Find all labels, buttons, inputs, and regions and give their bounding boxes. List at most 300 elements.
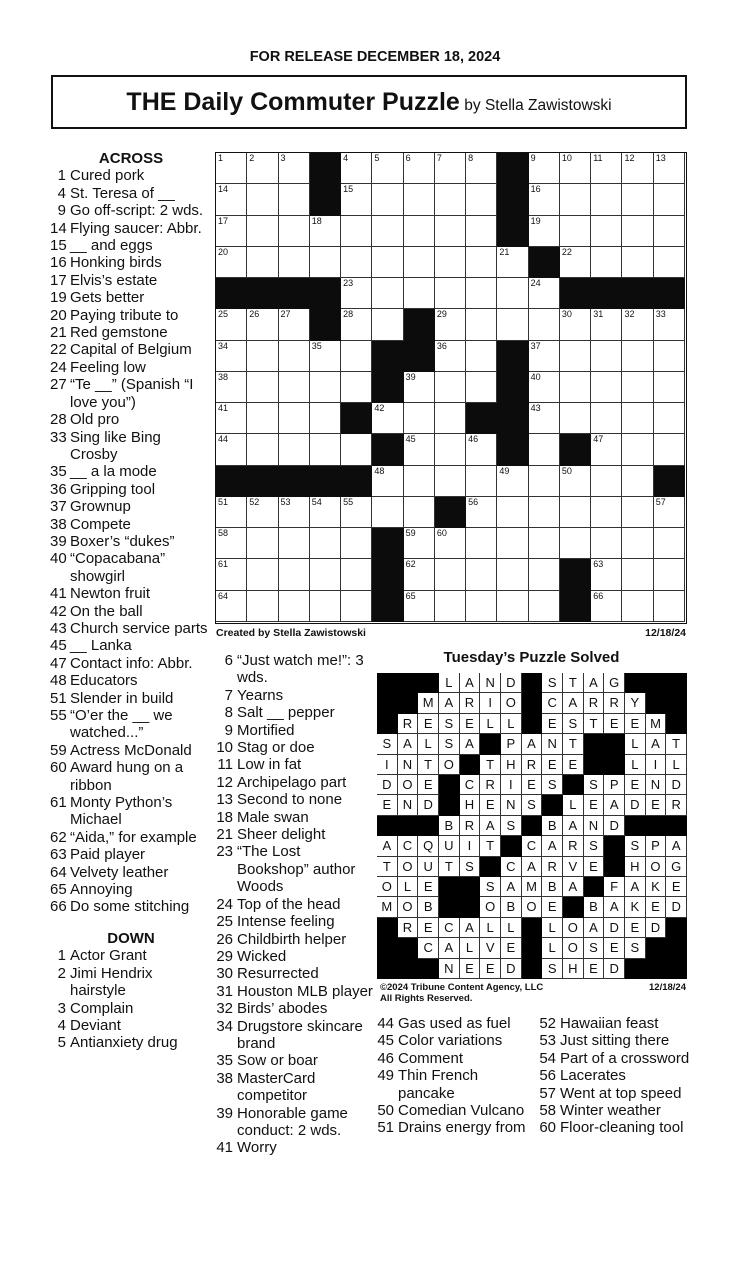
- clue: [50, 742, 212, 759]
- grid-cell[interactable]: [310, 559, 341, 590]
- grid-cell[interactable]: [560, 184, 591, 215]
- cell-number: 44: [218, 434, 229, 445]
- clue-number: 3: [57, 999, 66, 1017]
- grid-cell[interactable]: [529, 434, 560, 465]
- grid-cell[interactable]: [341, 528, 372, 559]
- grid-cell[interactable]: [654, 184, 685, 215]
- grid-cell[interactable]: [372, 278, 403, 309]
- grid-cell[interactable]: [404, 153, 435, 184]
- grid-cell[interactable]: [529, 153, 560, 184]
- grid-cell[interactable]: [279, 372, 310, 403]
- clue-text: “Copacabana” showgirl: [70, 550, 166, 585]
- grid-cell[interactable]: [466, 591, 497, 622]
- solution-letter: S: [480, 877, 501, 897]
- grid-cell[interactable]: [654, 591, 685, 622]
- cell-number: 42: [374, 403, 385, 414]
- grid-cell[interactable]: [591, 497, 622, 528]
- grid-cell[interactable]: [435, 341, 466, 372]
- grid-cell[interactable]: [279, 153, 310, 184]
- clue-number: 42: [50, 602, 67, 620]
- grid-cell[interactable]: [404, 434, 435, 465]
- grid-cell[interactable]: [466, 497, 497, 528]
- grid-cell[interactable]: [654, 372, 685, 403]
- clue-text: Birds’ abodes: [237, 1000, 328, 1018]
- grid-cell[interactable]: [247, 309, 278, 340]
- grid-cell[interactable]: [529, 216, 560, 247]
- grid-cell[interactable]: [529, 372, 560, 403]
- grid-cell[interactable]: [591, 528, 622, 559]
- grid-cell[interactable]: [279, 528, 310, 559]
- clue: [376, 1067, 536, 1102]
- black-square: [247, 466, 278, 497]
- solution-letter: E: [563, 755, 584, 775]
- grid-cell[interactable]: [279, 403, 310, 434]
- grid-cell[interactable]: [216, 341, 247, 372]
- grid-cell[interactable]: [654, 309, 685, 340]
- clue-number: 17: [50, 271, 67, 289]
- clue-number: 29: [216, 947, 233, 965]
- clue-number: 24: [50, 358, 67, 376]
- grid-cell[interactable]: [654, 341, 685, 372]
- grid-cell[interactable]: [560, 341, 591, 372]
- grid-cell[interactable]: [622, 341, 653, 372]
- grid-cell[interactable]: [341, 309, 372, 340]
- grid-cell[interactable]: [654, 247, 685, 278]
- grid-cell[interactable]: [341, 434, 372, 465]
- clue-text: Drugstore skincare brand: [237, 1017, 363, 1052]
- grid-cell[interactable]: [466, 278, 497, 309]
- grid-cell[interactable]: [654, 403, 685, 434]
- grid-cell[interactable]: [591, 434, 622, 465]
- grid-cell[interactable]: [216, 372, 247, 403]
- grid-cell[interactable]: [497, 528, 528, 559]
- clue-text: Houston MLB player: [237, 982, 373, 1000]
- cell-number: 1: [218, 153, 224, 163]
- grid-cell[interactable]: [529, 466, 560, 497]
- grid-cell[interactable]: [466, 434, 497, 465]
- grid-cell[interactable]: [216, 184, 247, 215]
- clue-text: MasterCard competitor: [237, 1069, 316, 1105]
- grid-cell[interactable]: [466, 372, 497, 403]
- black-square: [310, 466, 341, 497]
- grid-cell[interactable]: [497, 591, 528, 622]
- grid-cell[interactable]: [247, 184, 278, 215]
- grid-cell[interactable]: [560, 216, 591, 247]
- solution-letter: I: [377, 755, 398, 775]
- black-square: [310, 309, 341, 340]
- clue: [50, 237, 212, 254]
- grid-cell[interactable]: [435, 528, 466, 559]
- grid-cell[interactable]: [216, 497, 247, 528]
- grid-cell[interactable]: [404, 216, 435, 247]
- grid-cell[interactable]: [435, 466, 466, 497]
- grid-cell[interactable]: [654, 497, 685, 528]
- clue: [213, 826, 373, 843]
- grid-cell[interactable]: [466, 184, 497, 215]
- clue: [50, 655, 212, 672]
- grid-cell[interactable]: [591, 372, 622, 403]
- solution-letter: S: [460, 857, 481, 877]
- grid-cell[interactable]: [279, 309, 310, 340]
- grid-cell[interactable]: [529, 184, 560, 215]
- grid-cell[interactable]: [529, 309, 560, 340]
- grid-cell[interactable]: [497, 497, 528, 528]
- solution-letter: P: [604, 775, 625, 795]
- solution-letter: E: [646, 897, 667, 917]
- grid-cell[interactable]: [310, 216, 341, 247]
- grid-cell[interactable]: [310, 341, 341, 372]
- clue: [50, 672, 212, 689]
- grid-cell[interactable]: [247, 559, 278, 590]
- clue: [50, 1017, 212, 1034]
- clue-number: 40: [50, 550, 67, 568]
- clue-text: Boxer’s “dukes”: [70, 532, 175, 550]
- grid-cell[interactable]: [341, 216, 372, 247]
- grid-cell[interactable]: [341, 184, 372, 215]
- clue: [50, 965, 212, 1000]
- grid-cell[interactable]: [435, 153, 466, 184]
- black-square: [372, 591, 403, 622]
- grid-cell[interactable]: [622, 434, 653, 465]
- grid-cell[interactable]: [404, 591, 435, 622]
- grid-cell[interactable]: [372, 216, 403, 247]
- grid-cell[interactable]: [560, 403, 591, 434]
- solution-letter: E: [480, 795, 501, 815]
- solution-letter: B: [501, 897, 522, 917]
- grid-cell[interactable]: [216, 403, 247, 434]
- clue-text: Cured pork: [70, 167, 145, 185]
- grid-cell[interactable]: [497, 278, 528, 309]
- grid-cell[interactable]: [497, 559, 528, 590]
- grid-cell[interactable]: [497, 309, 528, 340]
- grid-cell[interactable]: [404, 403, 435, 434]
- grid-cell[interactable]: [654, 528, 685, 559]
- grid-cell[interactable]: [591, 247, 622, 278]
- clue-number: 50: [377, 1102, 394, 1120]
- clue-number: 36: [50, 480, 67, 498]
- clue-text: Red gemstone: [70, 324, 168, 342]
- solution-letter: B: [542, 877, 563, 897]
- cell-number: 21: [499, 246, 510, 257]
- grid-cell[interactable]: [466, 309, 497, 340]
- grid-cell[interactable]: [372, 247, 403, 278]
- clue: [50, 376, 212, 411]
- grid-cell[interactable]: [216, 434, 247, 465]
- grid-cell[interactable]: [560, 309, 591, 340]
- grid-cell[interactable]: [247, 591, 278, 622]
- clue: [538, 1067, 693, 1084]
- grid-cell[interactable]: [216, 591, 247, 622]
- grid-cell[interactable]: [247, 247, 278, 278]
- grid-cell[interactable]: [341, 497, 372, 528]
- grid-cell[interactable]: [654, 434, 685, 465]
- grid-cell[interactable]: [372, 153, 403, 184]
- grid-cell[interactable]: [466, 153, 497, 184]
- grid-cell[interactable]: [466, 247, 497, 278]
- clue-text: “Te __” (Spanish “I love you”): [70, 376, 194, 411]
- grid-cell[interactable]: [310, 403, 341, 434]
- grid-cell[interactable]: [560, 153, 591, 184]
- grid-cell[interactable]: [216, 559, 247, 590]
- grid-cell[interactable]: [466, 559, 497, 590]
- solution-letter: R: [398, 918, 419, 938]
- solution-letter: E: [542, 755, 563, 775]
- clue-number: 60: [539, 1119, 556, 1137]
- grid-cell[interactable]: [622, 591, 653, 622]
- solution-letter: E: [377, 795, 398, 815]
- grid-cell[interactable]: [529, 497, 560, 528]
- clue-text: Elvis’s estate: [70, 271, 158, 289]
- grid-cell[interactable]: [247, 403, 278, 434]
- grid-cell[interactable]: [404, 466, 435, 497]
- grid-cell[interactable]: [529, 528, 560, 559]
- grid-cell[interactable]: [372, 184, 403, 215]
- clue: [213, 704, 373, 721]
- clue-number: 24: [216, 895, 233, 913]
- clue-number: 55: [50, 707, 67, 724]
- clue-number: 51: [377, 1119, 394, 1137]
- grid-cell[interactable]: [622, 153, 653, 184]
- black-square: [654, 466, 685, 497]
- grid-cell[interactable]: [622, 309, 653, 340]
- solution-letter: O: [398, 897, 419, 917]
- grid-cell[interactable]: [654, 559, 685, 590]
- grid-cell[interactable]: [341, 372, 372, 403]
- grid-cell[interactable]: [279, 591, 310, 622]
- grid-cell[interactable]: [466, 341, 497, 372]
- clue-number: 44: [377, 1015, 394, 1032]
- grid-cell[interactable]: [279, 434, 310, 465]
- clue: [213, 896, 373, 913]
- solution-letter: G: [604, 673, 625, 693]
- grid-cell[interactable]: [247, 341, 278, 372]
- grid-cell[interactable]: [310, 528, 341, 559]
- grid-cell[interactable]: [341, 591, 372, 622]
- grid-cell[interactable]: [591, 591, 622, 622]
- grid-cell[interactable]: [372, 403, 403, 434]
- grid-cell[interactable]: [622, 372, 653, 403]
- grid-cell[interactable]: [372, 497, 403, 528]
- grid-cell[interactable]: [622, 247, 653, 278]
- grid-cell[interactable]: [560, 528, 591, 559]
- grid-cell[interactable]: [529, 403, 560, 434]
- solution-letter: C: [522, 836, 543, 856]
- clue: [213, 1139, 373, 1156]
- grid-cell[interactable]: [341, 341, 372, 372]
- clue-text: Male swan: [237, 808, 309, 826]
- grid-cell[interactable]: [372, 309, 403, 340]
- solution-letter: O: [377, 877, 398, 897]
- clue-text: Worry: [237, 1139, 277, 1157]
- grid-cell[interactable]: [591, 309, 622, 340]
- grid-cell[interactable]: [591, 466, 622, 497]
- grid-cell[interactable]: [560, 497, 591, 528]
- cell-number: 9: [530, 153, 536, 163]
- clue-number: 13: [216, 791, 233, 809]
- grid-cell[interactable]: [247, 528, 278, 559]
- solution-letter: A: [501, 877, 522, 897]
- clue-number: 30: [216, 965, 233, 983]
- grid-cell[interactable]: [622, 184, 653, 215]
- grid-cell[interactable]: [622, 497, 653, 528]
- cell-number: 57: [655, 496, 666, 507]
- clue-number: 33: [50, 428, 67, 446]
- clue: [213, 1000, 373, 1017]
- clue-text: Monty Python’s Michael: [70, 794, 173, 829]
- clue-text: Stag or doe: [237, 739, 315, 757]
- grid-cell[interactable]: [591, 559, 622, 590]
- grid-cell[interactable]: [310, 372, 341, 403]
- solution-letter: S: [625, 836, 646, 856]
- grid-cell[interactable]: [404, 559, 435, 590]
- grid-cell[interactable]: [279, 497, 310, 528]
- grid-cell[interactable]: [529, 559, 560, 590]
- solution-letter: I: [460, 836, 481, 856]
- grid-cell[interactable]: [247, 497, 278, 528]
- clue-text: Actress McDonald: [70, 741, 192, 759]
- grid-cell[interactable]: [404, 497, 435, 528]
- clue-number: 37: [50, 498, 67, 516]
- clue-number: 57: [539, 1084, 556, 1102]
- clue-number: 52: [539, 1015, 556, 1032]
- grid-cell[interactable]: [247, 372, 278, 403]
- solution-letter: E: [480, 959, 501, 979]
- clue-number: 16: [50, 254, 67, 272]
- grid-cell[interactable]: [404, 184, 435, 215]
- black-square: [560, 278, 591, 309]
- clue-text: Second to none: [237, 791, 343, 809]
- clue-number: 41: [50, 585, 67, 603]
- grid-cell[interactable]: [310, 434, 341, 465]
- clue-text: Mortified: [237, 721, 295, 739]
- grid-cell[interactable]: [435, 372, 466, 403]
- grid-cell[interactable]: [435, 403, 466, 434]
- solution-letter: A: [584, 918, 605, 938]
- grid-cell[interactable]: [247, 434, 278, 465]
- grid-cell[interactable]: [622, 216, 653, 247]
- grid-cell[interactable]: [466, 528, 497, 559]
- grid-cell[interactable]: [310, 247, 341, 278]
- grid-cell[interactable]: [560, 372, 591, 403]
- grid-cell[interactable]: [404, 528, 435, 559]
- grid-cell[interactable]: [435, 559, 466, 590]
- grid-cell[interactable]: [341, 153, 372, 184]
- solution-letter: L: [501, 918, 522, 938]
- clue-text: Gas used as fuel: [398, 1015, 511, 1032]
- grid-cell[interactable]: [591, 153, 622, 184]
- clue-text: Lacerates: [560, 1067, 626, 1085]
- solution-letter: C: [460, 775, 481, 795]
- grid-cell[interactable]: [247, 153, 278, 184]
- clue: [50, 202, 212, 219]
- clue-number: 4: [57, 1016, 66, 1034]
- cell-number: 55: [343, 496, 354, 507]
- solution-letter: E: [604, 714, 625, 734]
- grid-cell[interactable]: [435, 309, 466, 340]
- grid-cell[interactable]: [529, 278, 560, 309]
- grid-cell[interactable]: [279, 341, 310, 372]
- clue-text: Annoying: [70, 881, 133, 899]
- solution-letter: M: [418, 693, 439, 713]
- grid-cell[interactable]: [216, 528, 247, 559]
- grid-cell[interactable]: [591, 216, 622, 247]
- grid-cell[interactable]: [435, 278, 466, 309]
- grid-cell[interactable]: [435, 184, 466, 215]
- grid-cell[interactable]: [279, 216, 310, 247]
- grid-cell[interactable]: [654, 153, 685, 184]
- grid-cell[interactable]: [279, 559, 310, 590]
- grid-cell[interactable]: [372, 466, 403, 497]
- grid-cell[interactable]: [404, 247, 435, 278]
- grid-cell[interactable]: [591, 341, 622, 372]
- grid-cell[interactable]: [404, 372, 435, 403]
- grid-cell[interactable]: [591, 403, 622, 434]
- grid-cell[interactable]: [341, 247, 372, 278]
- grid-cell[interactable]: [341, 278, 372, 309]
- clue-number: 25: [216, 913, 233, 931]
- grid-cell[interactable]: [622, 466, 653, 497]
- grid-cell[interactable]: [216, 216, 247, 247]
- grid-cell[interactable]: [216, 247, 247, 278]
- grid-cell[interactable]: [247, 216, 278, 247]
- grid-cell[interactable]: [622, 403, 653, 434]
- release-date: FOR RELEASE DECEMBER 18, 2024: [249, 49, 501, 65]
- grid-cell[interactable]: [216, 309, 247, 340]
- clue: [213, 965, 373, 982]
- grid-cell[interactable]: [497, 247, 528, 278]
- grid-cell[interactable]: [654, 216, 685, 247]
- clue-number: 46: [377, 1049, 394, 1067]
- cell-number: 62: [405, 559, 416, 570]
- clue-text: Archipelago part: [237, 773, 347, 791]
- grid-cell[interactable]: [466, 466, 497, 497]
- clue-number: 53: [539, 1032, 556, 1050]
- grid-cell[interactable]: [435, 216, 466, 247]
- clue-text: Velvety leather: [70, 863, 169, 881]
- grid-cell[interactable]: [216, 153, 247, 184]
- clue-number: 64: [50, 863, 67, 881]
- grid-cell[interactable]: [497, 466, 528, 497]
- grid-cell[interactable]: [310, 497, 341, 528]
- grid-cell[interactable]: [435, 591, 466, 622]
- clue-number: 38: [216, 1069, 233, 1087]
- grid-cell[interactable]: [435, 434, 466, 465]
- grid-cell[interactable]: [529, 591, 560, 622]
- cell-number: 6: [405, 153, 411, 163]
- clue: [213, 843, 373, 895]
- grid-cell[interactable]: [560, 247, 591, 278]
- grid-cell[interactable]: [404, 278, 435, 309]
- black-square: [497, 403, 528, 434]
- byline: by Stella Zawistowski: [464, 97, 612, 114]
- grid-cell[interactable]: [622, 528, 653, 559]
- clue-number: 9: [224, 721, 233, 739]
- grid-cell[interactable]: [560, 466, 591, 497]
- clue: [538, 1015, 693, 1032]
- cell-number: 65: [405, 590, 416, 601]
- grid-cell[interactable]: [622, 559, 653, 590]
- grid-cell[interactable]: [341, 559, 372, 590]
- grid-cell[interactable]: [279, 184, 310, 215]
- grid-cell[interactable]: [279, 247, 310, 278]
- grid-cell[interactable]: [466, 216, 497, 247]
- grid-cell[interactable]: [310, 591, 341, 622]
- grid-cell[interactable]: [591, 184, 622, 215]
- grid-cell[interactable]: [529, 341, 560, 372]
- clue-text: “The Lost Bookshop” author Woods: [237, 843, 356, 896]
- grid-cell[interactable]: [435, 247, 466, 278]
- solution-letter: A: [604, 795, 625, 815]
